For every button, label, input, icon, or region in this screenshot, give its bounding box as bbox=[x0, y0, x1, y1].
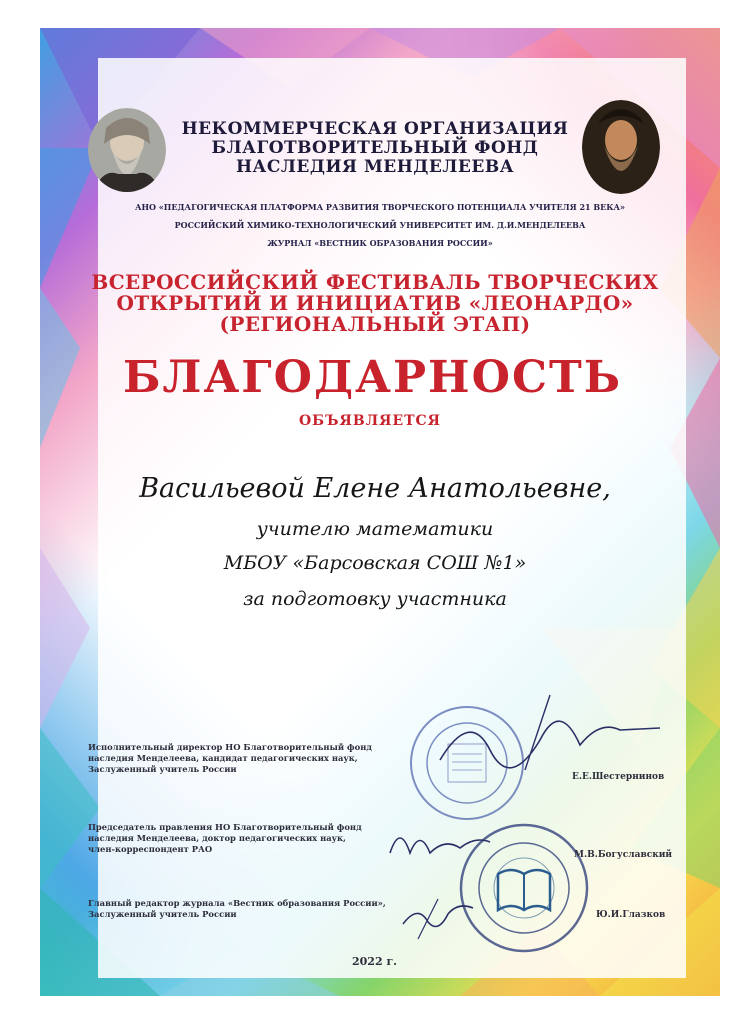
signature-icon bbox=[398, 894, 478, 944]
year-label: 2022 г. bbox=[352, 955, 398, 968]
signatory-3-line-2: Заслуженный учитель России bbox=[88, 909, 237, 919]
recipient-school: МБОУ «Барсовская СОШ №1» bbox=[223, 552, 527, 574]
signatory-2-line-3: член-корреспондент РАО bbox=[88, 844, 213, 854]
org-line-3: НАСЛЕДИЯ МЕНДЕЛЕЕВА bbox=[235, 157, 515, 177]
signatory-2-name: М.В.Богуславский bbox=[574, 850, 673, 860]
festival-line-1: ВСЕРОССИЙСКИЙ ФЕСТИВАЛЬ ТВОРЧЕСКИХ bbox=[91, 270, 659, 294]
signatory-1-line-3: Заслуженный учитель России bbox=[88, 764, 237, 774]
festival-title bbox=[90, 272, 660, 335]
recipient-reason: за подготовку участника bbox=[243, 588, 507, 610]
co-organizer-3: ЖУРНАЛ «ВЕСТНИК ОБРАЗОВАНИЯ РОССИИ» bbox=[267, 238, 493, 248]
signatory-1 bbox=[88, 742, 388, 775]
signatory-2 bbox=[88, 822, 388, 855]
signature-icon bbox=[430, 690, 670, 780]
signatory-3 bbox=[88, 898, 388, 920]
signatory-2-line-2: наследия Менделеева, доктор педагогических наук, bbox=[88, 833, 346, 843]
certificate-title: БЛАГОДАРНОСТЬ bbox=[122, 352, 623, 403]
org-line-1: НЕКОММЕРЧЕСКАЯ ОРГАНИЗАЦИЯ bbox=[181, 119, 569, 139]
co-organizer-1: АНО «ПЕДАГОГИЧЕСКАЯ ПЛАТФОРМА РАЗВИТИЯ ТВОРЧЕСКОГО ПОТЕНЦИАЛА УЧИТЕЛЯ 21 ВЕКА» bbox=[134, 202, 626, 212]
signatory-1-line-2: наследия Менделеева, кандидат педагогических наук, bbox=[88, 753, 358, 763]
signatory-3-name: Ю.И.Глазков bbox=[596, 910, 666, 920]
signatory-1-line-1: Исполнительный директор НО Благотворительный фонд bbox=[88, 742, 372, 752]
co-organizers bbox=[100, 202, 660, 248]
recipient-role: учителю математики bbox=[256, 518, 494, 540]
organization-name bbox=[150, 120, 600, 177]
recipient-name: Васильевой Елене Анатольевне, bbox=[139, 473, 611, 504]
co-organizer-2: РОССИЙСКИЙ ХИМИКО-ТЕХНОЛОГИЧЕСКИЙ УНИВЕРСИТЕТ ИМ. Д.И.МЕНДЕЛЕЕВА bbox=[174, 220, 586, 230]
festival-line-2: ОТКРЫТИЙ И ИНИЦИАТИВ «ЛЕОНАРДО» bbox=[116, 291, 634, 315]
certificate-subtitle: ОБЪЯВЛЯЕТСЯ bbox=[298, 413, 442, 429]
signatory-3-line-1: Главный редактор журнала «Вестник образования России», bbox=[88, 898, 386, 908]
signature-icon bbox=[385, 818, 495, 868]
signatory-1-name: Е.Е.Шестернинов bbox=[572, 772, 665, 782]
org-line-2: БЛАГОТВОРИТЕЛЬНЫЙ ФОНД bbox=[211, 138, 539, 158]
signatory-2-line-1: Председатель правления НО Благотворительный фонд bbox=[88, 822, 362, 832]
festival-line-3: (РЕГИОНАЛЬНЫЙ ЭТАП) bbox=[219, 312, 531, 336]
